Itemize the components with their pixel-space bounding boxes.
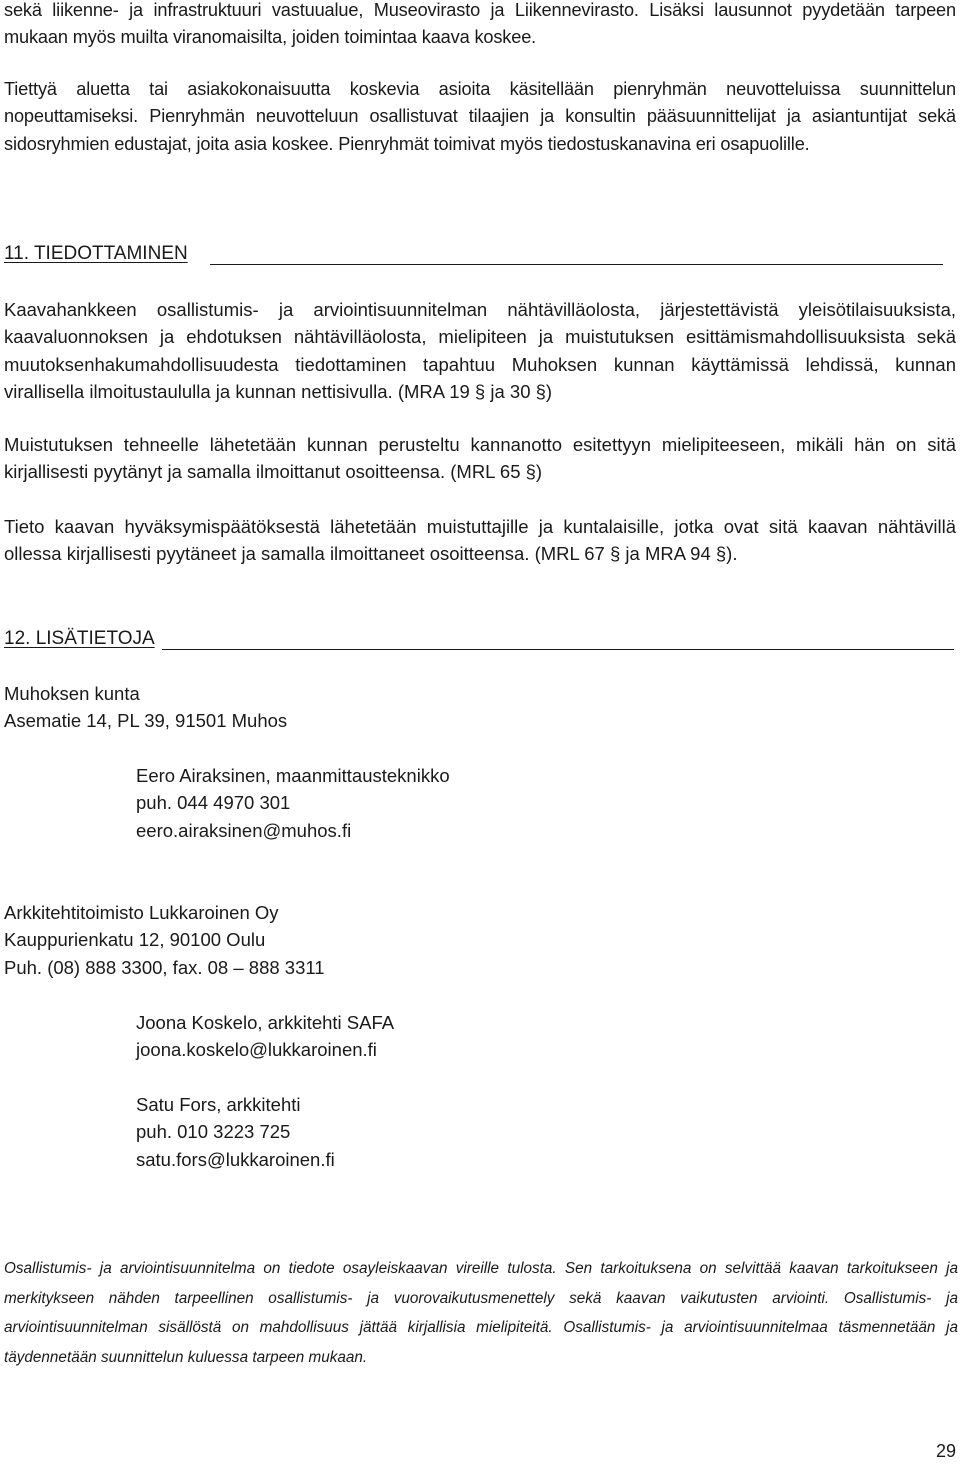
footnote-text: Osallistumis- ja arviointisuunnitelma on tiedote osayleiskaavan vireille tulosta. Sen tarkoituksena on selvittää kaavan tarkoitukseen ja merkitykseen nähden tarpeellinen osallistumis- ja vuorovaikutusmenettely sekä kaavan vaikutusten arviointi. Osallistumis- ja arviointisuunnitelman sisällöstä on mahdollisuus jättää kirjallisia mielipiteitä. Osallistumis- ja arviointisuunnitelmaa täsmennetään ja täydennetään suunnittelun kuluessa tarpeen mukaan. [4, 1260, 958, 1366]
org1-address: Asematie 14, PL 39, 91501 Muhos [4, 710, 288, 732]
org1-contact-name: Eero Airaksinen, maanmittausteknikko [136, 765, 450, 786]
org2-contact2-email[interactable]: satu.fors@lukkaroinen.fi [136, 1148, 335, 1170]
org2-contact1-name: Joona Koskelo, arkkitehti SAFA [136, 1012, 395, 1033]
org1-contact-block [136, 762, 450, 844]
heading-rule-12 [162, 649, 954, 650]
section-heading-tiedottaminen: 11. TIEDOTTAMINEN [4, 243, 188, 264]
org2-contact2-name: Satu Fors, arkkitehti [136, 1094, 301, 1115]
org2-contact2-block [136, 1091, 335, 1173]
section11-paragraph-3 [4, 513, 956, 568]
org1-name: Muhoksen kunta [4, 683, 140, 704]
org2-contact1-block [136, 1009, 394, 1064]
footnote-block [4, 1254, 958, 1372]
org1-contact-phone: puh. 044 4970 301 [136, 792, 291, 814]
org2-name: Arkkitehtitoimisto Lukkaroinen Oy [4, 902, 279, 923]
section11-paragraph-2 [4, 431, 956, 486]
section11-text-1: Kaavahankkeen osallistumis- ja arviointisuunnitelman nähtävilläolosta, järjestettävistä yleisötilaisuuksista, kaavaluonnoksen ja ehdotuksen nähtävilläolosta, mielipiteen ja muistutuksen esittämismahdollisuuksista sekä muutoksenhakumahdollisuudesta tiedottaminen tapahtuu Muhoksen kunnan käyttämissä lehdissä, kunnan virallisella ilmoitustaululla ja kunnan nettisivulla. (MRA 19 § ja 30 §) [4, 299, 956, 402]
intro-paragraph-1 [4, 0, 956, 52]
intro-text-1: sekä liikenne- ja infrastruktuuri vastuualue, Museovirasto ja Liikennevirasto. Lisäksi lausunnot pyydetään tarpeen mukaan myös muilta viranomaisilta, joiden toimintaa kaava koskee. [4, 0, 956, 48]
org1-block [4, 680, 287, 735]
org2-block [4, 899, 325, 981]
intro-paragraph-2 [4, 76, 956, 158]
org2-phone: Puh. (08) 888 3300, fax. 08 – 888 3311 [4, 956, 325, 978]
section11-text-2: Muistutuksen tehneelle lähetetään kunnan perusteltu kannanotto esitettyyn mielipiteeseen, mikäli hän on sitä kirjallisesti pyytänyt ja samalla ilmoittanut osoitteensa. (MRL 65 §) [4, 434, 956, 483]
org2-address: Kauppurienkatu 12, 90100 Oulu [4, 929, 266, 951]
page-number: 29 [935, 1441, 956, 1461]
org2-contact1-email[interactable]: joona.koskelo@lukkaroinen.fi [136, 1039, 377, 1061]
section11-paragraph-1 [4, 296, 956, 405]
section-heading-lisatietoja: 12. LISÄTIETOJA [4, 628, 155, 649]
org1-contact-email[interactable]: eero.airaksinen@muhos.fi [136, 819, 352, 841]
intro-text-2: Tiettyä aluetta tai asiakokonaisuutta koskevia asioita käsitellään pienryhmän neuvotteluissa suunnittelun nopeuttamiseksi. Pienryhmän neuvotteluun osallistuvat tilaajien ja konsultin pääsuunnittelijat ja asiantuntijat sekä sidosryhmien edustajat, joita asia koskee. Pienryhmät toimivat myös tiedostuskanavina eri osapuolille. [4, 79, 956, 154]
heading-rule-11 [210, 264, 943, 265]
section11-text-3: Tieto kaavan hyväksymispäätöksestä lähetetään muistuttajille ja kuntalaisille, jotka ovat sitä kaavan nähtävillä ollessa kirjallisesti pyytäneet ja samalla ilmoittaneet osoitteensa. (MRL 67 § ja MRA 94 §). [4, 516, 956, 565]
org2-contact2-phone: puh. 010 3223 725 [136, 1121, 291, 1143]
